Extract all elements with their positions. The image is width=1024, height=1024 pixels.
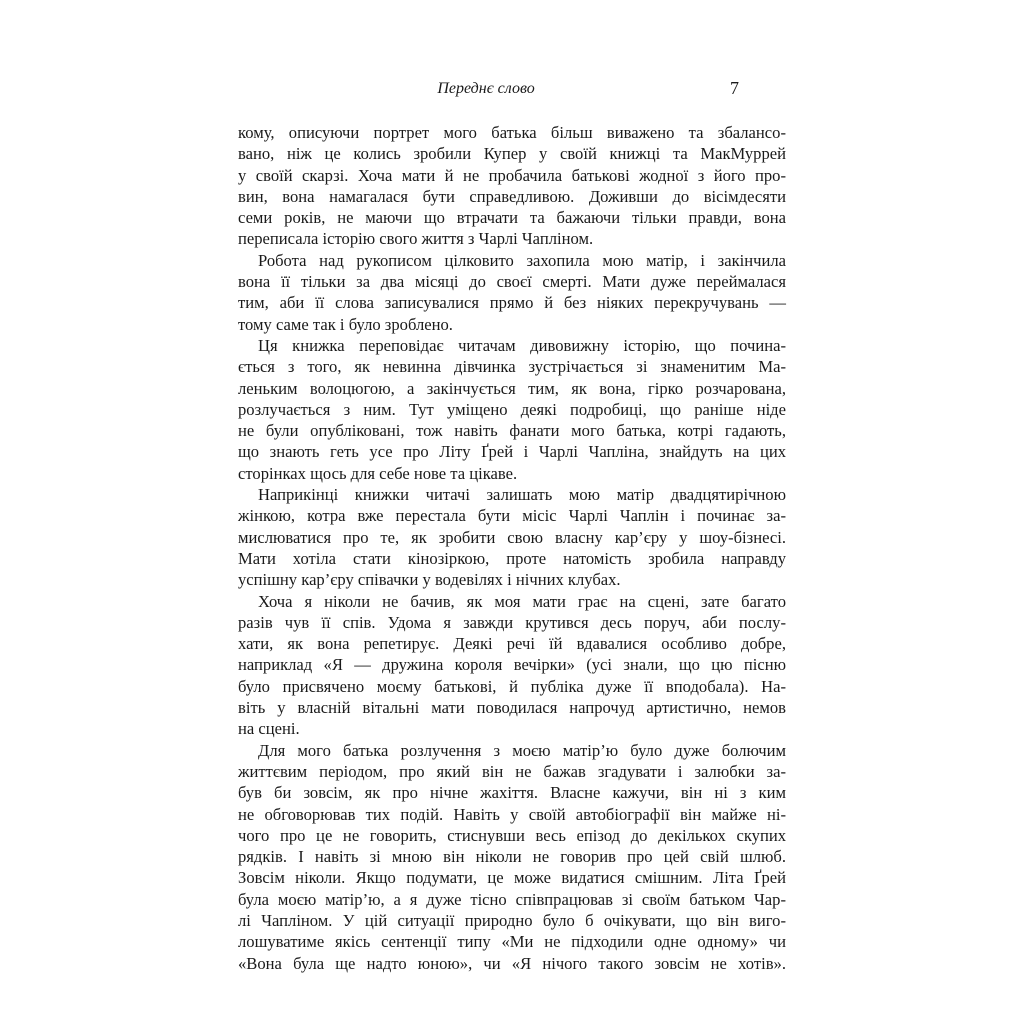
text-line: не обговорював тих подій. Навіть у своїй автобіографії він майже ні-: [238, 804, 786, 824]
paragraph: [238, 122, 786, 250]
text-line: Мати хотіла стати кінозіркою, проте натомість зробила направду: [238, 548, 786, 568]
text-line: життєвим періодом, про який він не бажав згадувати і залюбки за-: [238, 761, 786, 781]
text-line: успішну кар’єру співачки у водевілях і нічних клубах.: [238, 570, 621, 590]
text-line: що знають геть усе про Літу Ґрей і Чарлі Чапліна, знайдуть на цих: [238, 442, 786, 462]
text-line: кому, описуючи портрет мого батька більш виважено та збалансо-: [238, 123, 786, 142]
text-line: Ця книжка переповідає читачам дивовижну історію, що почина-: [258, 335, 786, 355]
text-line: «Вона була ще надто юною», чи «Я нічого такого зовсім не хотів».: [238, 953, 786, 973]
text-line: лі Чапліном. У цій ситуації природно було б очікувати, що він виго-: [238, 910, 786, 930]
text-line: віть у власній вітальні мати поводилася напрочуд артистично, немов: [238, 698, 786, 718]
text-line: Робота над рукописом цілковито захопила мою матір, і закінчила: [258, 250, 786, 270]
paragraph: [238, 250, 786, 335]
running-head-title: Переднє слово: [437, 80, 535, 97]
text-line: чого про це не говорить, стиснувши весь епізод до декількох скупих: [238, 825, 786, 845]
text-line: Хоча я ніколи не бачив, як моя мати грає на сцені, зате багато: [258, 591, 786, 611]
text-line: ється з того, як невинна дівчинка зустрічається зі знаменитим Ма-: [238, 357, 786, 377]
body-text: [238, 122, 786, 974]
text-line: вона її тільки за два місяці до своєї смерті. Мати дуже переймалася: [238, 272, 786, 292]
text-line: разів чув її спів. Удома я завжди крутився десь поруч, аби послу-: [238, 612, 786, 632]
text-line: була моєю матір’ю, а я дуже тісно співпрацював зі своїм батьком Чар-: [238, 889, 786, 909]
text-line: Наприкінці книжки читачі залишать мою матір двадцятирічною: [258, 485, 786, 505]
text-line: вано, ніж це колись зробили Купер у своїй книжці та МакМуррей: [238, 144, 786, 164]
text-line: був би зовсім, як про нічне жахіття. Власне кажучи, він ні з ким: [238, 783, 786, 803]
text-line: переписала історію свого життя з Чарлі Чапліном.: [238, 229, 594, 249]
paragraph: [238, 740, 786, 974]
text-line: у своїй скарзі. Хоча мати й не пробачила батькові жодної з його про-: [238, 165, 786, 185]
text-line: було присвячено моєму батькові, й публіка дуже її вподобала). На-: [238, 676, 786, 696]
paragraph: [238, 591, 786, 740]
text-line: мислюватися про те, як зробити свою власну кар’єру у шоу-бізнесі.: [238, 527, 786, 547]
text-line: тим, аби її слова записувалися прямо й без ніяких перекручувань —: [238, 293, 786, 313]
text-line: сторінках щось для себе нове та цікаве.: [238, 463, 518, 483]
paragraph: [238, 335, 786, 484]
text-line: не були опубліковані, тож навіть фанати мого батька, котрі гадають,: [238, 421, 786, 441]
text-line: розлучається з ним. Тут уміщено деякі подробиці, що раніше ніде: [238, 399, 786, 419]
text-line: вин, вона намагалася бути справедливою. Доживши до вісімдесяти: [238, 186, 786, 206]
text-line: тому саме так і було зроблено.: [238, 314, 453, 334]
text-line: Для мого батька розлучення з моєю матір’ю було дуже болючим: [258, 740, 786, 760]
page-number: 7: [730, 78, 739, 98]
text-line: леньким волоцюгою, а закінчується тим, як вона, гірко розчарована,: [238, 378, 786, 398]
text-line: на сцені.: [238, 719, 300, 739]
text-line: Зовсім ніколи. Якщо подумати, це може видатися смішним. Літа Ґрей: [238, 868, 786, 888]
text-line: жінкою, котра вже перестала бути місіс Чарлі Чаплін і починає за-: [238, 506, 786, 526]
paragraph: [238, 484, 786, 590]
text-line: наприклад «Я — дружина короля вечірки» (усі знали, що цю пісню: [238, 655, 786, 675]
text-line: хати, як вона репетирує. Деякі речі їй вдавалися особливо добре,: [238, 634, 786, 654]
text-line: лошуватиме якісь сентенції типу «Ми не підходили одне одному» чи: [238, 932, 786, 952]
text-line: семи років, не маючи що втрачати та бажаючи тільки правди, вона: [238, 208, 786, 228]
text-line: рядків. І навіть зі мною він ніколи не говорив про цей свій шлюб.: [238, 847, 786, 867]
